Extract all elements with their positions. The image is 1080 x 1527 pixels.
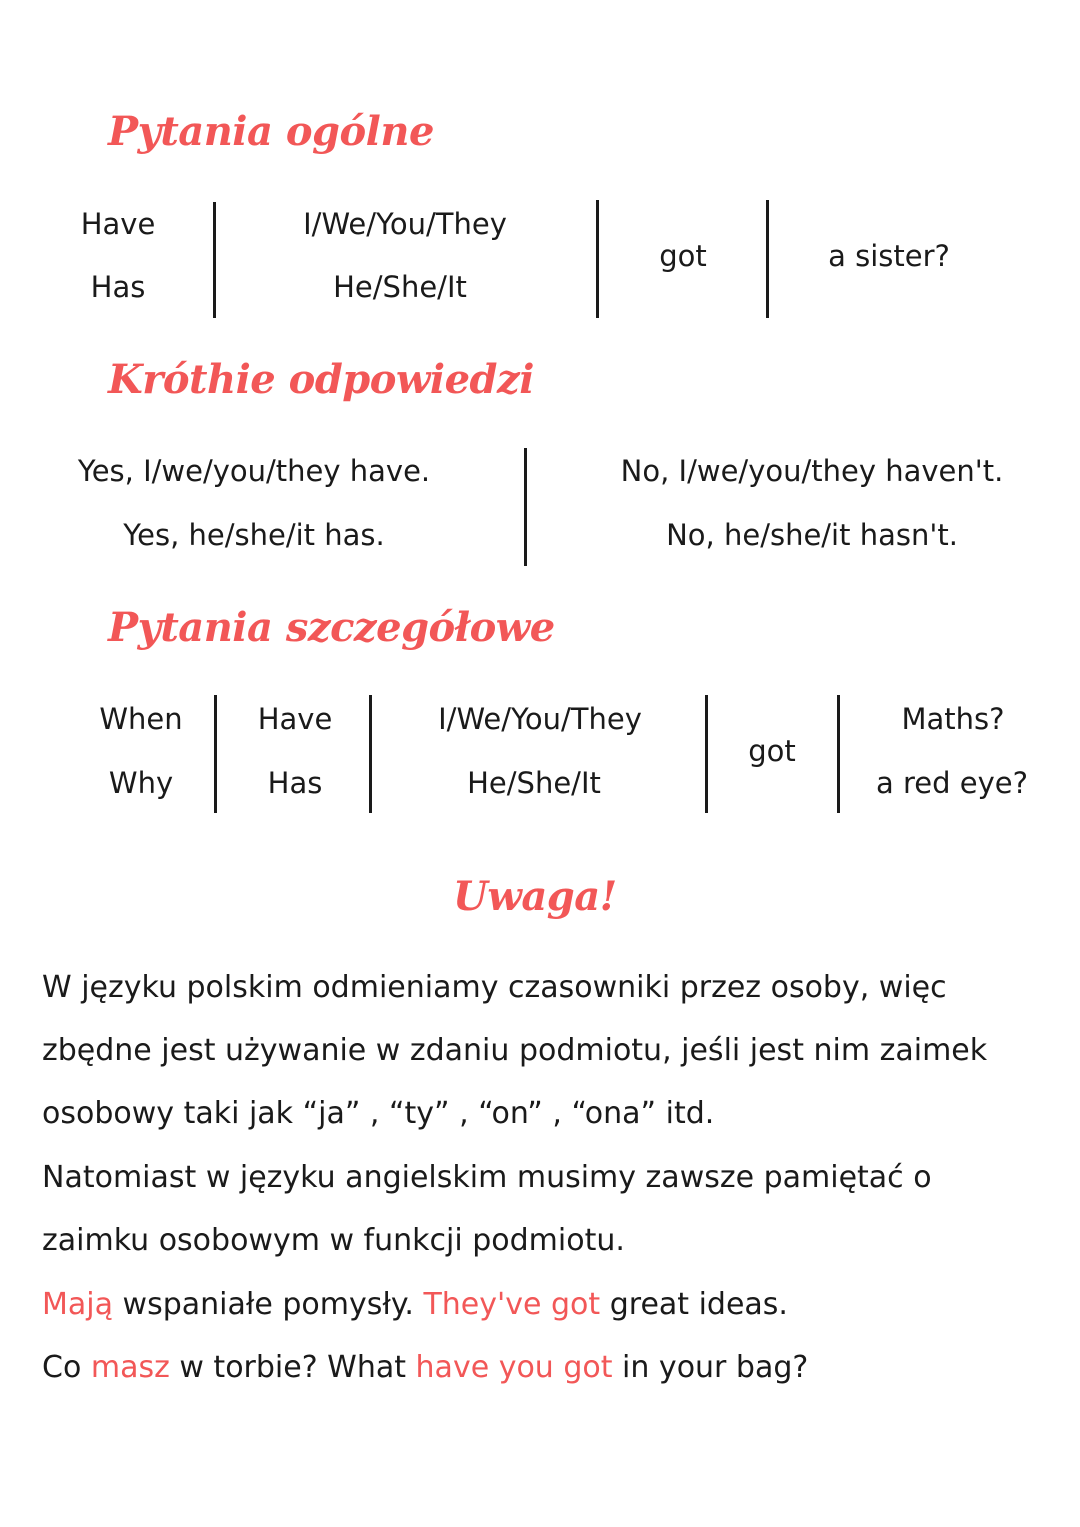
- aux-have: Have: [80, 207, 156, 241]
- note-paragraph-line: osobowy taki jak “ja” , “ty” , “on” , “ona” itd.: [42, 1096, 715, 1131]
- verb-got: got: [748, 734, 796, 768]
- aux-has: Has: [267, 766, 323, 800]
- divider: [766, 200, 769, 318]
- object-maths: Maths?: [901, 702, 1005, 736]
- divider: [213, 202, 216, 318]
- divider: [214, 695, 217, 813]
- example-text: Co: [42, 1350, 91, 1385]
- note-paragraph-line: W języku polskim odmieniamy czasowniki przez osoby, więc: [42, 970, 947, 1005]
- positive-answer-singular: Yes, he/she/it has.: [123, 518, 385, 552]
- example-text: great ideas.: [600, 1287, 788, 1322]
- note-paragraph-line: Natomiast w języku angielskim musimy zawsze pamiętać o: [42, 1160, 932, 1195]
- divider: [524, 448, 527, 566]
- negative-answer-singular: No, he/she/it hasn't.: [666, 518, 958, 552]
- aux-have: Have: [257, 702, 333, 736]
- example-text: wspaniałe pomysły.: [113, 1287, 424, 1322]
- example-text: w torbie? What: [169, 1350, 416, 1385]
- note-paragraph-line: zbędne jest używanie w zdaniu podmiotu, jeśli jest nim zaimek: [42, 1033, 988, 1068]
- divider: [596, 200, 599, 318]
- highlight-english-phrase: They've got: [423, 1287, 601, 1322]
- section-title-short-answers: Króthie odpowiedzi: [108, 356, 534, 403]
- divider: [837, 695, 840, 813]
- object-red-eye: a red eye?: [876, 766, 1028, 800]
- wh-word-why: Why: [108, 766, 174, 800]
- divider: [369, 695, 372, 813]
- highlight-polish-verb: masz: [90, 1350, 170, 1385]
- wh-word-when: When: [99, 702, 183, 736]
- note-paragraph-line: zaimku osobowym w funkcji podmiotu.: [42, 1223, 625, 1258]
- section-title-specific-questions: Pytania szczegółowe: [108, 604, 555, 651]
- subjects-plural: I/We/You/They: [438, 702, 642, 736]
- verb-got: got: [659, 239, 707, 273]
- example-sentence: [42, 1350, 809, 1385]
- subjects-singular: He/She/It: [467, 766, 601, 800]
- highlight-english-phrase: have you got: [415, 1350, 613, 1385]
- section-title-general-questions: Pytania ogólne: [108, 108, 434, 155]
- divider: [705, 695, 708, 813]
- aux-has: Has: [90, 270, 146, 304]
- example-sentence: [42, 1287, 788, 1322]
- example-text: in your bag?: [612, 1350, 809, 1385]
- section-title-note: Uwaga!: [453, 873, 617, 920]
- object-text: a sister?: [828, 239, 950, 273]
- subjects-plural: I/We/You/They: [303, 207, 507, 241]
- highlight-polish-verb: Mają: [42, 1287, 113, 1322]
- negative-answer-plural: No, I/we/you/they haven't.: [620, 454, 1004, 488]
- positive-answer-plural: Yes, I/we/you/they have.: [77, 454, 431, 488]
- subjects-singular: He/She/It: [333, 270, 467, 304]
